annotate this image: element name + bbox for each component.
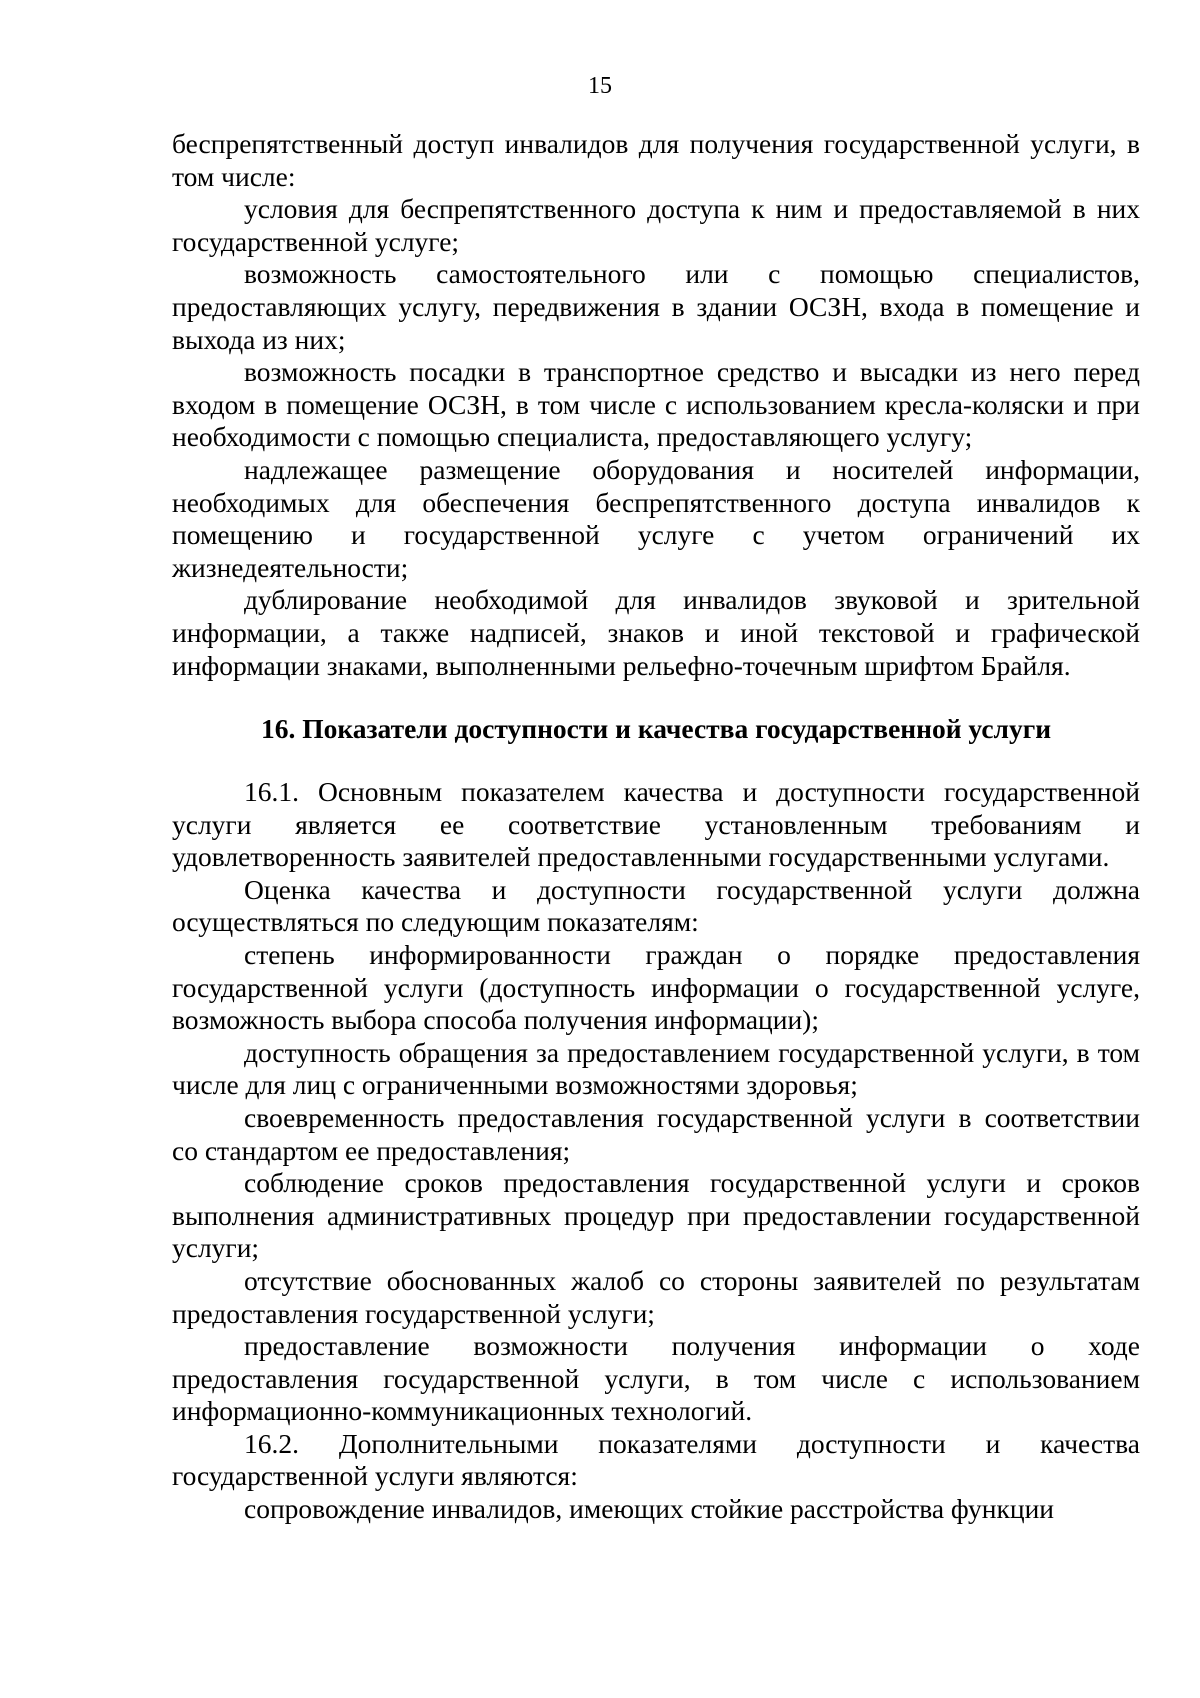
paragraph: надлежащее размещение оборудования и носителей информации, необходимых для обеспечения беспрепятственного доступа инвалидов к помещению и государственной услуге с учетом ограничений их жизнедеятельности; (172, 453, 1140, 583)
paragraph: возможность самостоятельного или с помощью специалистов, предоставляющих услугу, передвижения в здании ОСЗН, входа в помещение и выхода из них; (172, 258, 1140, 355)
paragraph: беспрепятственный доступ инвалидов для получения государственной услуги, в том числе: (172, 128, 1140, 192)
section-heading: 16. Показатели доступности и качества государственной услуги (260, 713, 1052, 744)
text-block-accessibility-conditions (172, 128, 1140, 682)
paragraph: предоставление возможности получения информации о ходе предоставления государственной услуги, в том числе с использованием информационно-коммуникационных технологий. (172, 1330, 1140, 1427)
paragraph: доступность обращения за предоставлением государственной услуги, в том числе для лиц с ограниченными возможностями здоровья; (172, 1036, 1140, 1101)
page-number: 15 (588, 73, 612, 99)
paragraph: 16.2. Дополнительными показателями доступности и качества государственной услуги являются: (172, 1427, 1140, 1492)
text-block-quality-indicators (172, 776, 1140, 1526)
paragraph: 16.1. Основным показателем качества и доступности государственной услуги является ее соответствие установленным требованиям и удовлетворенность заявителей предоставленными государственными услугами. (172, 776, 1140, 873)
paragraph: соблюдение сроков предоставления государственной услуги и сроков выполнения административных процедур при предоставлении государственной услуги; (172, 1167, 1140, 1264)
paragraph: отсутствие обоснованных жалоб со стороны заявителей по результатам предоставления государственной услуги; (172, 1264, 1140, 1329)
paragraph: возможность посадки в транспортное средство и высадки из него перед входом в помещение ОСЗН, в том числе с использованием кресла-коляски и при необходимости с помощью специалиста, предоставляющего услугу; (172, 356, 1140, 453)
paragraph: условия для беспрепятственного доступа к ним и предоставляемой в них государственной услуге; (172, 193, 1140, 257)
paragraph: дублирование необходимой для инвалидов звуковой и зрительной информации, а также надписей, знаков и иной текстовой и графической информации знаками, выполненными рельефно-точечным шрифтом Брайля. (172, 584, 1140, 681)
paragraph: своевременность предоставления государственной услуги в соответствии со стандартом ее предоставления; (172, 1101, 1140, 1166)
paragraph: сопровождение инвалидов, имеющих стойкие расстройства функции (244, 1493, 1055, 1525)
paragraph: степень информированности граждан о порядке предоставления государственной услуги (доступность информации о государственной услуге, возможность выбора способа получения информации); (172, 938, 1140, 1036)
paragraph: Оценка качества и доступности государственной услуги должна осуществляться по следующим показателям: (172, 873, 1140, 938)
